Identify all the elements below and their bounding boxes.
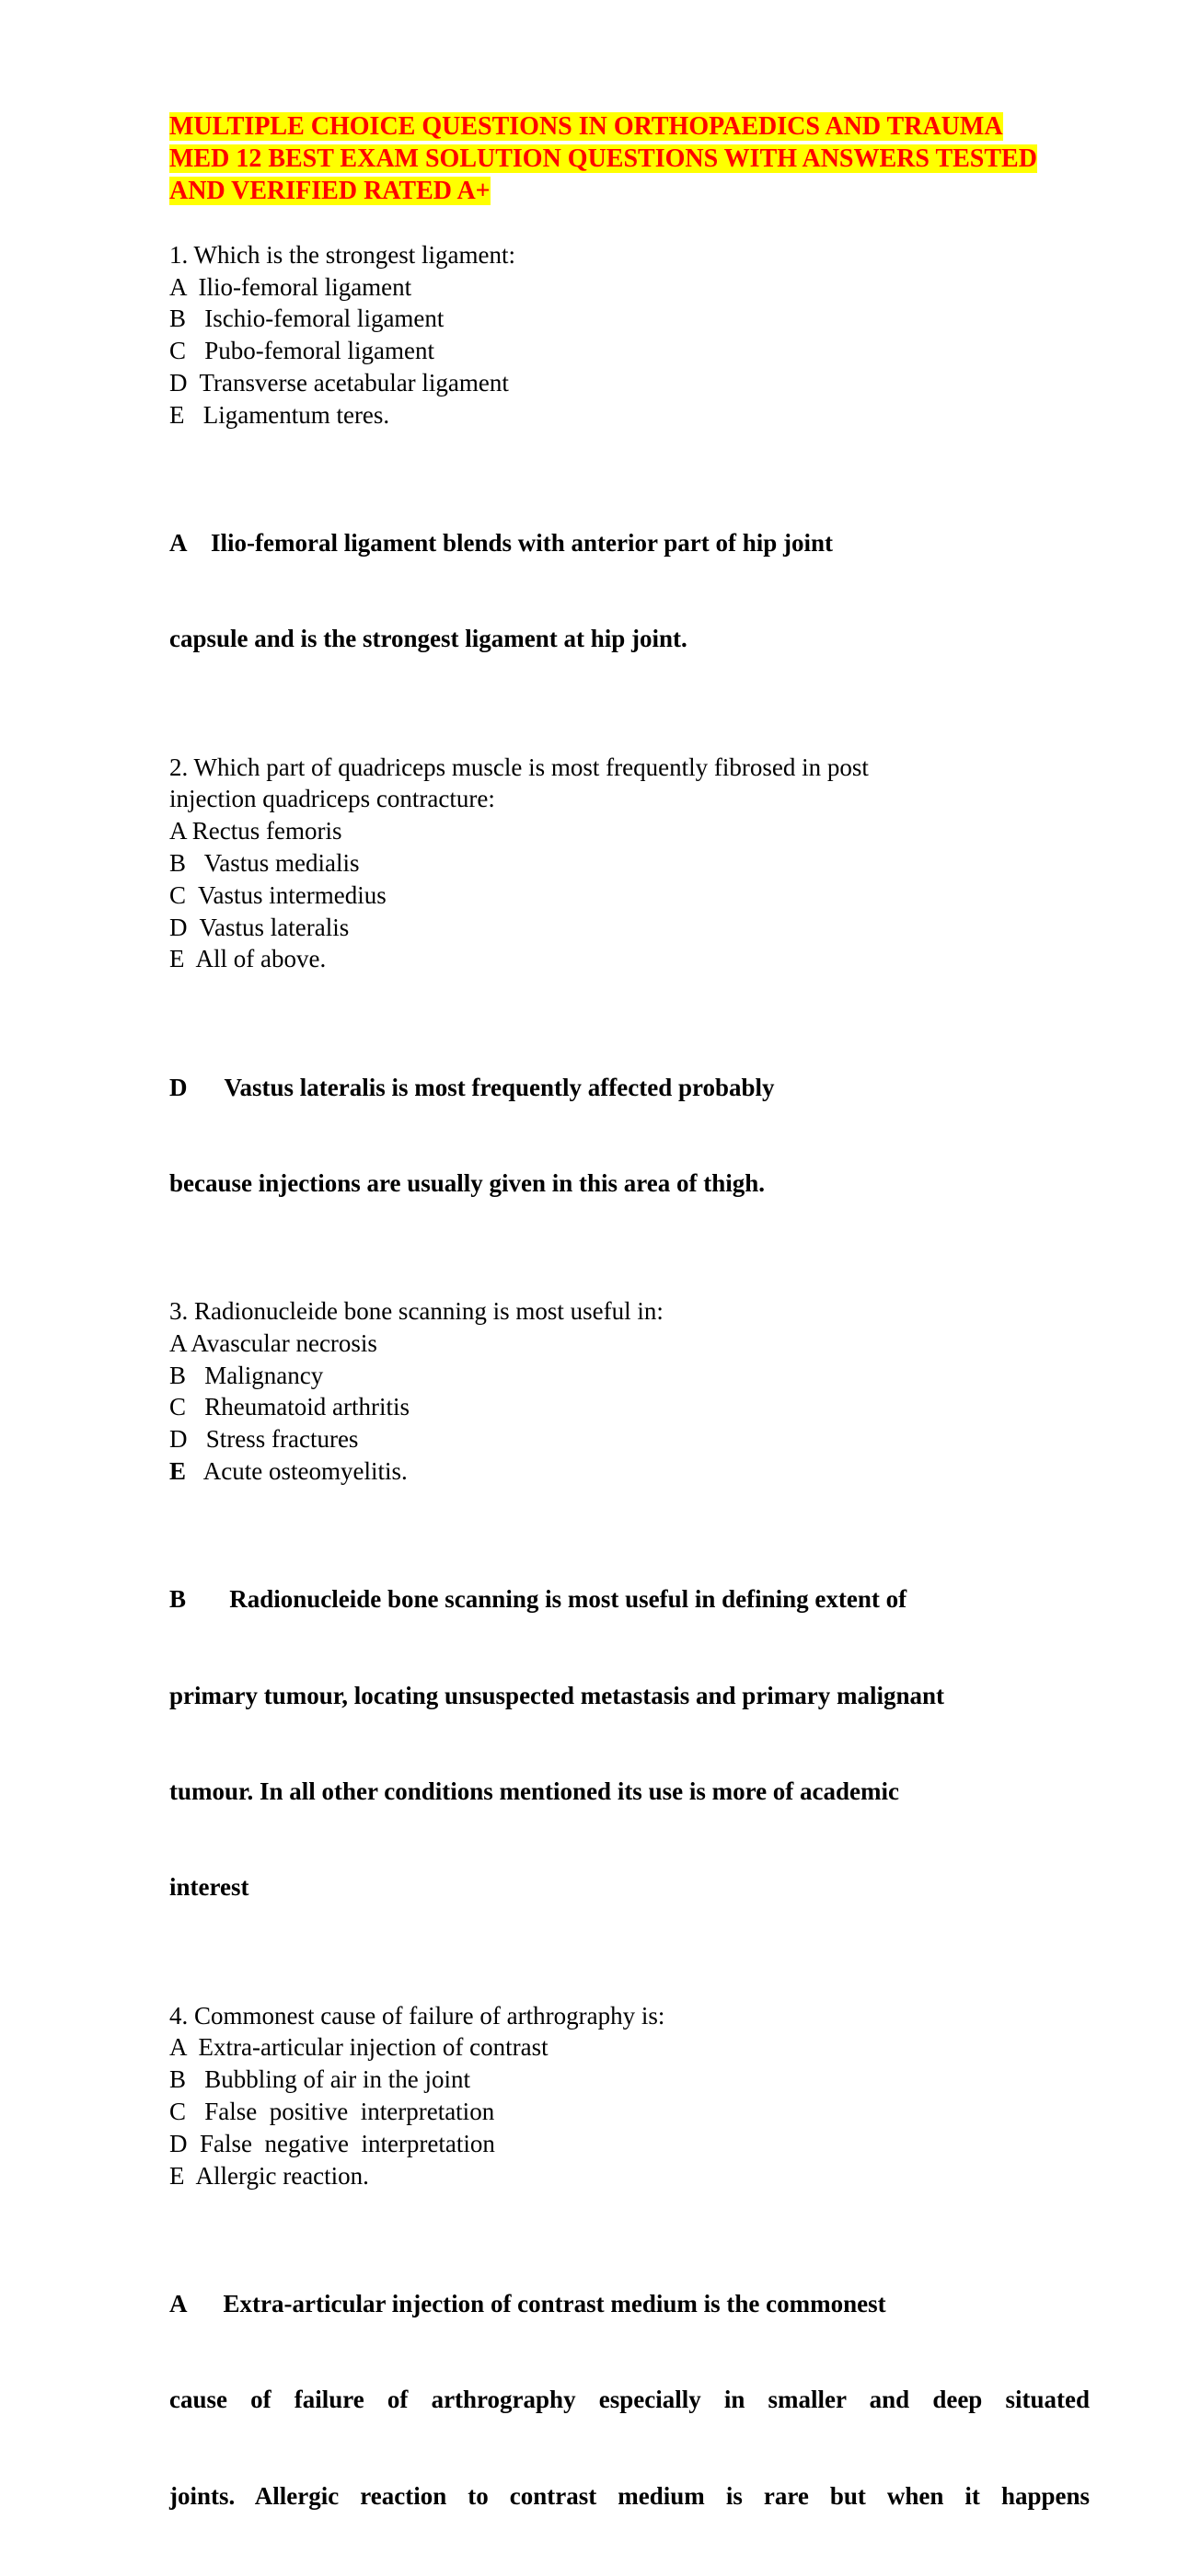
question-text: 3. Radionucleide bone scanning is most useful in: bbox=[169, 1297, 664, 1326]
answer-4 bbox=[169, 2224, 1090, 2576]
option-a: A Extra-articular injection of contrast bbox=[169, 2033, 549, 2062]
option-b: B Bubbling of air in the joint bbox=[169, 2065, 470, 2094]
question-text-line: 2. Which part of quadriceps muscle is most frequently fibrosed in post bbox=[169, 753, 869, 781]
question-2 bbox=[169, 752, 1090, 976]
answer-line: primary tumour, locating unsuspected metastasis and primary malignant bbox=[169, 1681, 945, 1709]
option-c: C False positive interpretation bbox=[169, 2098, 495, 2126]
option-c: C Vastus intermedius bbox=[169, 880, 387, 909]
title-line-2: MED 12 BEST EXAM SOLUTION QUESTIONS WITH ANSWERS TESTED bbox=[169, 144, 1037, 173]
answer-line: capsule and is the strongest ligament at hip joint. bbox=[169, 625, 687, 653]
answer-line: A Ilio-femoral ligament blends with anterior part of hip joint bbox=[169, 528, 833, 557]
option-d: D Vastus lateralis bbox=[169, 913, 350, 941]
answer-1 bbox=[169, 463, 1090, 719]
option-c: C Pubo-femoral ligament bbox=[169, 337, 434, 365]
answer-line: D Vastus lateralis is most frequently affected probably bbox=[169, 1073, 775, 1101]
title-line-1: MULTIPLE CHOICE QUESTIONS IN ORTHOPAEDICS AND TRAUMA bbox=[169, 112, 1003, 141]
option-e: E Ligamentum teres. bbox=[169, 400, 390, 429]
option-e-text: Acute osteomyelitis. bbox=[186, 1457, 408, 1486]
question-text: 4. Commonest cause of failure of arthrography is: bbox=[169, 2001, 665, 2030]
title-line-3: AND VERIFIED RATED A+ bbox=[169, 177, 491, 205]
answer-line: interest bbox=[169, 1873, 249, 1902]
option-e: E Allergic reaction. bbox=[169, 2161, 369, 2190]
document-page bbox=[169, 110, 1090, 2576]
answer-line: joints. Allergic reaction to contrast medium is rare but when it happens bbox=[169, 2481, 1090, 2510]
answer-line: A Extra-articular injection of contrast medium is the commonest bbox=[169, 2289, 886, 2317]
option-b: B Vastus medialis bbox=[169, 848, 360, 877]
answer-3 bbox=[169, 1520, 1090, 1968]
option-d: D Stress fractures bbox=[169, 1425, 359, 1454]
question-4 bbox=[169, 2000, 1090, 2192]
question-3 bbox=[169, 1295, 1090, 1488]
option-d: D False negative interpretation bbox=[169, 2129, 495, 2157]
answer-line: cause of failure of arthrography especially in smaller and deep situated bbox=[169, 2386, 1090, 2414]
option-b: B Ischio-femoral ligament bbox=[169, 305, 445, 333]
answer-2 bbox=[169, 1007, 1090, 1263]
option-e: E All of above. bbox=[169, 945, 327, 973]
answer-line: because injections are usually given in this area of thigh. bbox=[169, 1168, 766, 1197]
option-e-letter: E bbox=[169, 1457, 187, 1486]
answer-line: tumour. In all other conditions mentioned its use is more of academic bbox=[169, 1777, 900, 1806]
answer-line: B Radionucleide bone scanning is most useful in defining extent of bbox=[169, 1585, 907, 1614]
question-text: 1. Which is the strongest ligament: bbox=[169, 240, 515, 269]
document-title bbox=[169, 110, 1090, 207]
option-d: D Transverse acetabular ligament bbox=[169, 368, 509, 397]
option-b: B Malignancy bbox=[169, 1361, 324, 1389]
option-a: A Ilio-femoral ligament bbox=[169, 272, 412, 301]
option-a: A Avascular necrosis bbox=[169, 1328, 377, 1357]
option-c: C Rheumatoid arthritis bbox=[169, 1393, 410, 1421]
question-1 bbox=[169, 239, 1090, 431]
option-e bbox=[169, 1455, 1090, 1488]
question-text-line: injection quadriceps contracture: bbox=[169, 785, 495, 813]
option-a: A Rectus femoris bbox=[169, 817, 342, 845]
